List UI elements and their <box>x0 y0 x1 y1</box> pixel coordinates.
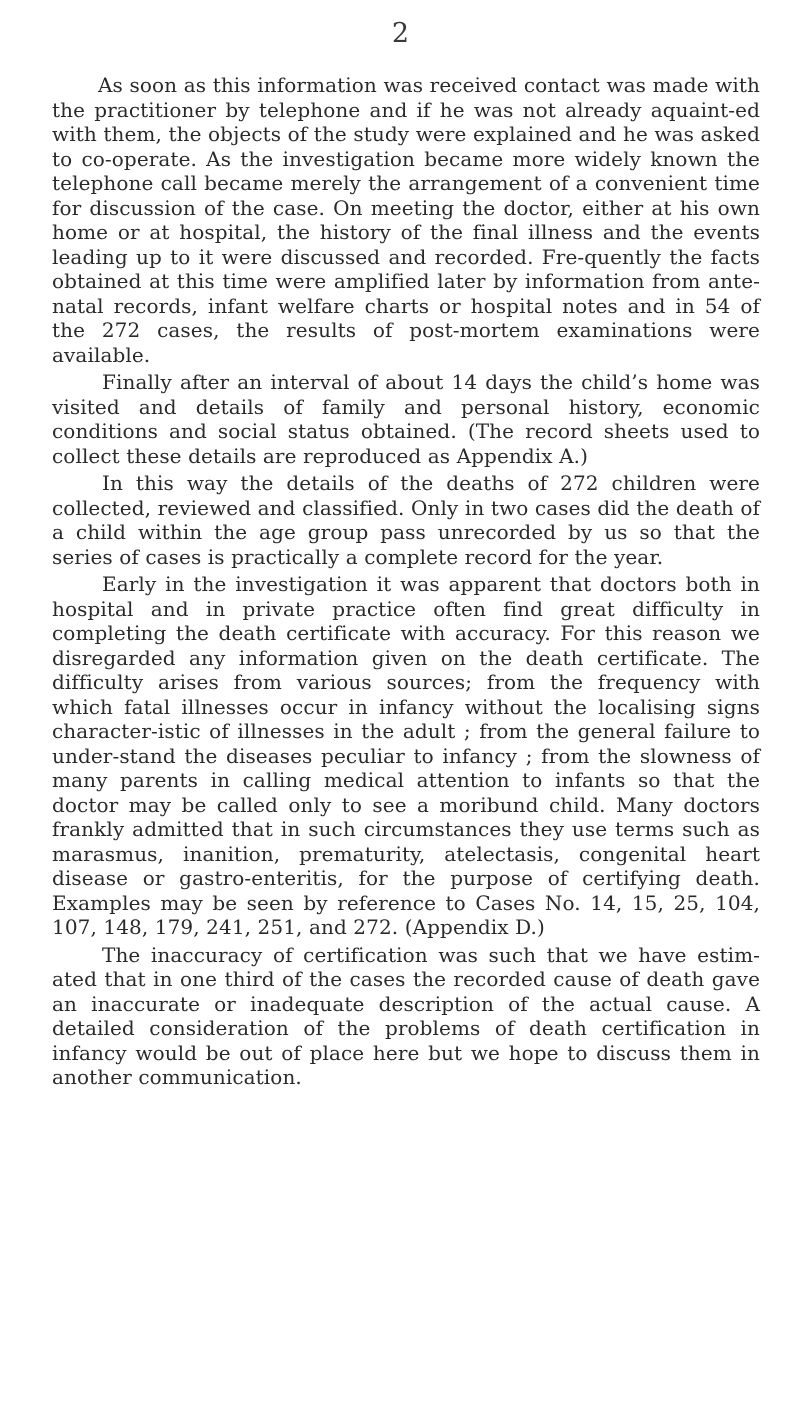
paragraph-deaths-collected: In this way the details of the deaths of 272 children were collected, reviewed and classified. Only in two cases did the death of a child within the age group pass unrecorded by us so that the series of cases is practically a complete record for the year. <box>52 471 760 569</box>
body-text <box>52 73 760 1093</box>
paragraph-contact-practitioner: As soon as this information was received contact was made with the practitioner by telephone and if he was not already aquaint-ed with them, the objects of the study were explained and he was asked to co-operate. As the investigation became more widely known the telephone call became merely the arrangement of a convenient time for discussion of the case. On meeting the doctor, either at his own home or at hospital, the history of the final illness and the events leading up to it were discussed and recorded. Fre-quently the facts obtained at this time were amplified later by information from ante-natal records, infant welfare charts or hospital notes and in 54 of the 272 cases, the results of post-mortem examinations were available. <box>52 73 760 367</box>
page-number: 2 <box>391 18 410 49</box>
paragraph-death-certificate-difficulty: Early in the investigation it was apparent that doctors both in hospital and in private practice often find great difficulty in completing the death certificate with accuracy. For this reason we disregarded any information given on the death certificate. The difficulty arises from various sources; from the frequency with which fatal illnesses occur in infancy without the localising signs character-istic of illnesses in the adult ; from the general failure to under-stand the diseases peculiar to infancy ; from the slowness of many parents in calling medical attention to infants so that the doctor may be called only to see a moribund child. Many doctors frankly admitted that in such circumstances they use terms such as marasmus, inanition, prematurity, atelectasis, congenital heart disease or gastro-enteritis, for the purpose of certifying death. Examples may be seen by reference to Cases No. 14, 15, 25, 104, 107, 148, 179, 241, 251, and 272. (Appendix D.) <box>52 572 760 939</box>
paragraph-certification-inaccuracy: The inaccuracy of certification was such that we have estim-ated that in one third of the cases the recorded cause of death gave an inaccurate or inadequate description of the actual cause. A detailed consideration of the problems of death certification in infancy would be out of place here but we hope to discuss them in another communication. <box>52 942 760 1089</box>
paragraph-home-visit: Finally after an interval of about 14 days the child’s home was visited and details of family and personal history, economic conditions and social status obtained. (The record sheets used to collect these details are reproduced as Appendix A.) <box>52 370 760 468</box>
